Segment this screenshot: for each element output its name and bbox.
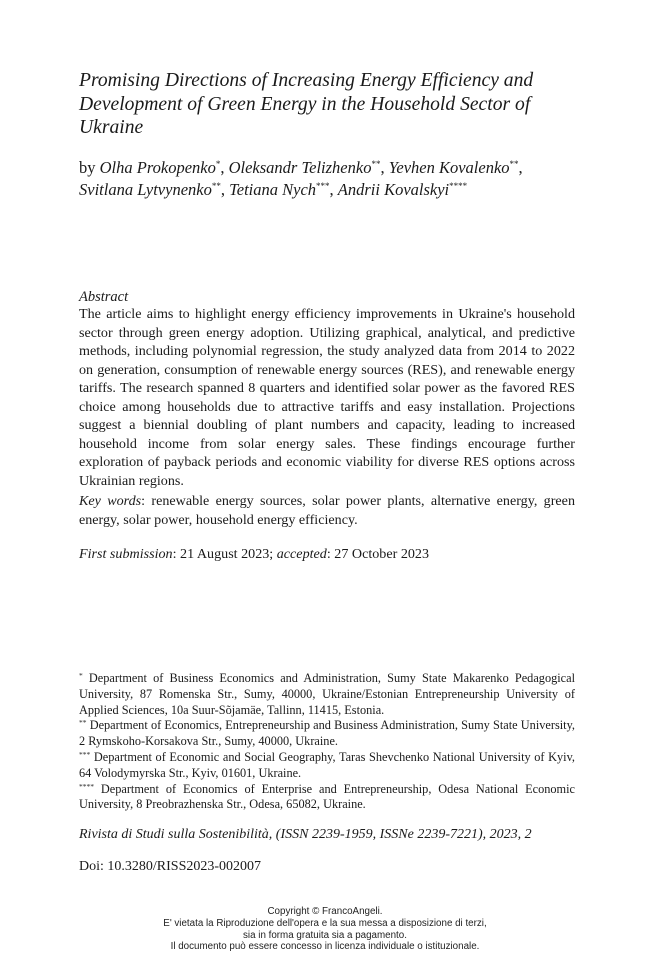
author-affiliation-mark: **** — [449, 181, 468, 191]
footnote — [79, 718, 575, 750]
author-name: Tetiana Nych — [229, 180, 317, 199]
affiliation-footnotes — [79, 671, 575, 813]
author-separator: , — [220, 180, 230, 199]
journal-citation: Rivista di Studi sulla Sostenibilità, (ISSN 2239-1959, ISSNe 2239-7221), 2023, 2 — [79, 827, 532, 842]
abstract-heading: Abstract — [79, 289, 129, 305]
author-name: Svitlana Lytvynenko — [79, 180, 212, 199]
copyright-line: E' vietata la Riproduzione dell'opera e la sua messa a disposizione di terzi, — [163, 917, 487, 929]
footnote-text: Department of Economics, Entrepreneurship and Business Administration, Sumy State University, 2 Rymskoho-Korsakova Str., Sumy, 40000, Ukraine. — [79, 718, 575, 749]
author-affiliation-mark: ** — [371, 159, 381, 169]
footnote-text: Department of Economics of Enterprise and Entrepreneurship, Odesa National Economic University, 8 Preobrazhenska Str., Odesa, 65082, Ukraine. — [79, 781, 575, 812]
author-affiliation-mark: ** — [211, 181, 221, 191]
author-separator: , — [380, 158, 389, 177]
author-name: Yevhen Kovalenko — [388, 158, 510, 177]
author-name: Andrii Kovalskyi — [337, 180, 450, 199]
footnote — [79, 750, 575, 782]
footnote-mark: ** — [79, 718, 87, 728]
author-separator: , — [220, 158, 229, 177]
first-submission-date: : 21 August 2023; — [172, 546, 277, 562]
keywords-label: Key words — [79, 493, 142, 509]
author-affiliation-mark: *** — [316, 181, 330, 191]
paper-title: Promising Directions of Increasing Energy Efficiency and Development of Green Energy in the Household Sector of Ukraine — [79, 70, 534, 138]
author-affiliation-mark: ** — [509, 159, 519, 169]
submission-dates — [79, 545, 575, 564]
author-separator: , — [518, 158, 523, 177]
author-name: Olha Prokopenko — [99, 158, 216, 177]
first-submission-label: First submission — [79, 546, 173, 562]
accepted-date: : 27 October 2023 — [326, 546, 430, 562]
footnote-mark: * — [79, 671, 83, 680]
copyright-line: Il documento può essere concesso in licenza individuale o istituzionale. — [170, 941, 480, 953]
author-list — [79, 157, 599, 201]
keywords-text: : renewable energy sources, solar power plants, alternative energy, green energy, solar power, household energy efficiency. — [79, 493, 575, 528]
author-separator: , — [329, 180, 338, 199]
abstract-text: The article aims to highlight energy efficiency improvements in Ukraine's household sector through green energy adoption. Utilizing graphical, analytical, and predictive methods, including polynomial regression, the study analyzed data from 2014 to 2022 on generation, consumption of renewable energy sources (RES), and renewable energy tariffs. The research spanned 8 quarters and identified solar power as the favored RES choice among households due to attractive tariffs and easy installation. Projections suggest a biennial doubling of plant numbers and capacity, leading to increased household income from solar energy sales. These findings encourage further exploration of payback periods and economic viability for diverse RES options across Ukrainian regions. — [79, 306, 575, 489]
authors-prefix: by — [79, 158, 100, 177]
footnote-text: Department of Economic and Social Geography, Taras Shevchenko National University of Kyiv, 64 Volodymyrska Str., Kyiv, 01601, Ukraine. — [79, 749, 575, 780]
author-affiliation-mark: * — [215, 159, 221, 169]
copyright-notice — [75, 906, 575, 953]
footnote-mark: *** — [79, 749, 91, 759]
keywords — [79, 492, 575, 529]
footnote-mark: **** — [79, 781, 94, 791]
copyright-line: sia in forma gratuita sia a pagamento. — [243, 929, 407, 941]
doi: Doi: 10.3280/RISS2023-002007 — [79, 859, 262, 874]
footnote — [79, 671, 575, 718]
footnote — [79, 782, 575, 814]
copyright-line: Copyright © FrancoAngeli. — [267, 906, 383, 917]
accepted-label: accepted — [276, 546, 327, 562]
author-name: Oleksandr Telizhenko — [228, 158, 372, 177]
footnote-text: Department of Business Economics and Administration, Sumy State Makarenko Pedagogical University, 87 Romenska Str., Sumy, 40000, Ukraine/Estonian Entrepreneurship University of Applied Sciences, 10a Suur-Sõjamäe, Tallinn, 11415, Estonia. — [79, 671, 575, 717]
